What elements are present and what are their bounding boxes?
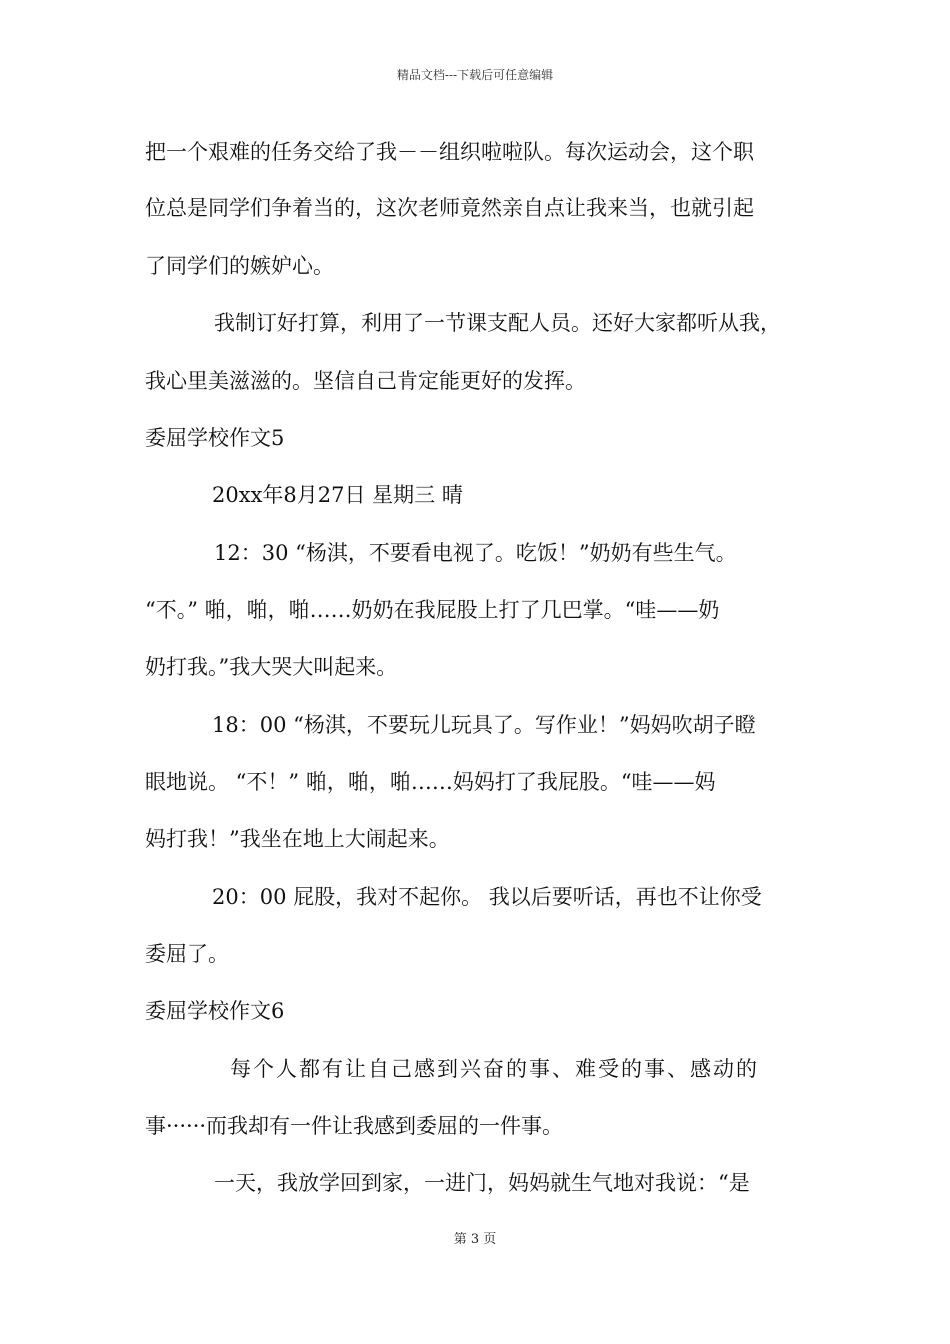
paragraph-line: 一天，我放学回到家，一进门，妈妈就生气地对我说：“是 <box>214 1171 750 1195</box>
paragraph-line: 委屈了。 <box>145 942 229 966</box>
paragraph-line: 眼地说。 “不！” 啪，啪，啪……妈妈打了我屁股。“哇——妈 <box>145 770 716 794</box>
paragraph-line: 我心里美滋滋的。坚信自己肯定能更好的发挥。 <box>145 369 586 393</box>
page-number: 第 3 页 <box>453 1232 497 1247</box>
section-heading: 委屈学校作文6 <box>145 999 285 1023</box>
paragraph-line: 妈打我！”我坐在地上大闹起来。 <box>145 827 450 851</box>
paragraph-line: 奶打我。”我大哭大叫起来。 <box>145 655 398 679</box>
paragraph-line: 把一个艰难的任务交给了我－－组织啦啦队。每次运动会，这个职 <box>145 140 754 164</box>
date-line: 20xx年8月27日 星期三 晴 <box>212 483 463 507</box>
paragraph-line: 位总是同学们争着当的，这次老师竟然亲自点让我来当，也就引起 <box>145 196 754 220</box>
paragraph-line: 每个人都有让自己感到兴奋的事、难受的事、感动的 <box>230 1057 759 1081</box>
paragraph-line: 事······而我却有一件让我感到委屈的一件事。 <box>145 1114 564 1138</box>
paragraph-line: 了同学们的嫉妒心。 <box>145 254 334 278</box>
paragraph-line: 12：30 “杨淇，不要看电视了。吃饭！”奶奶有些生气。 <box>214 541 737 565</box>
paragraph-line: 20：00 屁股，我对不起你。 我以后要听话，再也不让你受 <box>212 885 762 909</box>
paragraph-line: 我制订好打算，利用了一节课支配人员。还好大家都听从我， <box>214 311 781 335</box>
page-header: 精品文档---下载后可任意编辑 <box>396 68 554 82</box>
paragraph-line: 18：00 “杨淇，不要玩儿玩具了。写作业！”妈妈吹胡子瞪 <box>212 713 756 737</box>
section-heading: 委屈学校作文5 <box>145 426 285 450</box>
paragraph-line: “不。” 啪，啪，啪……奶奶在我屁股上打了几巴掌。“哇——奶 <box>145 598 720 622</box>
